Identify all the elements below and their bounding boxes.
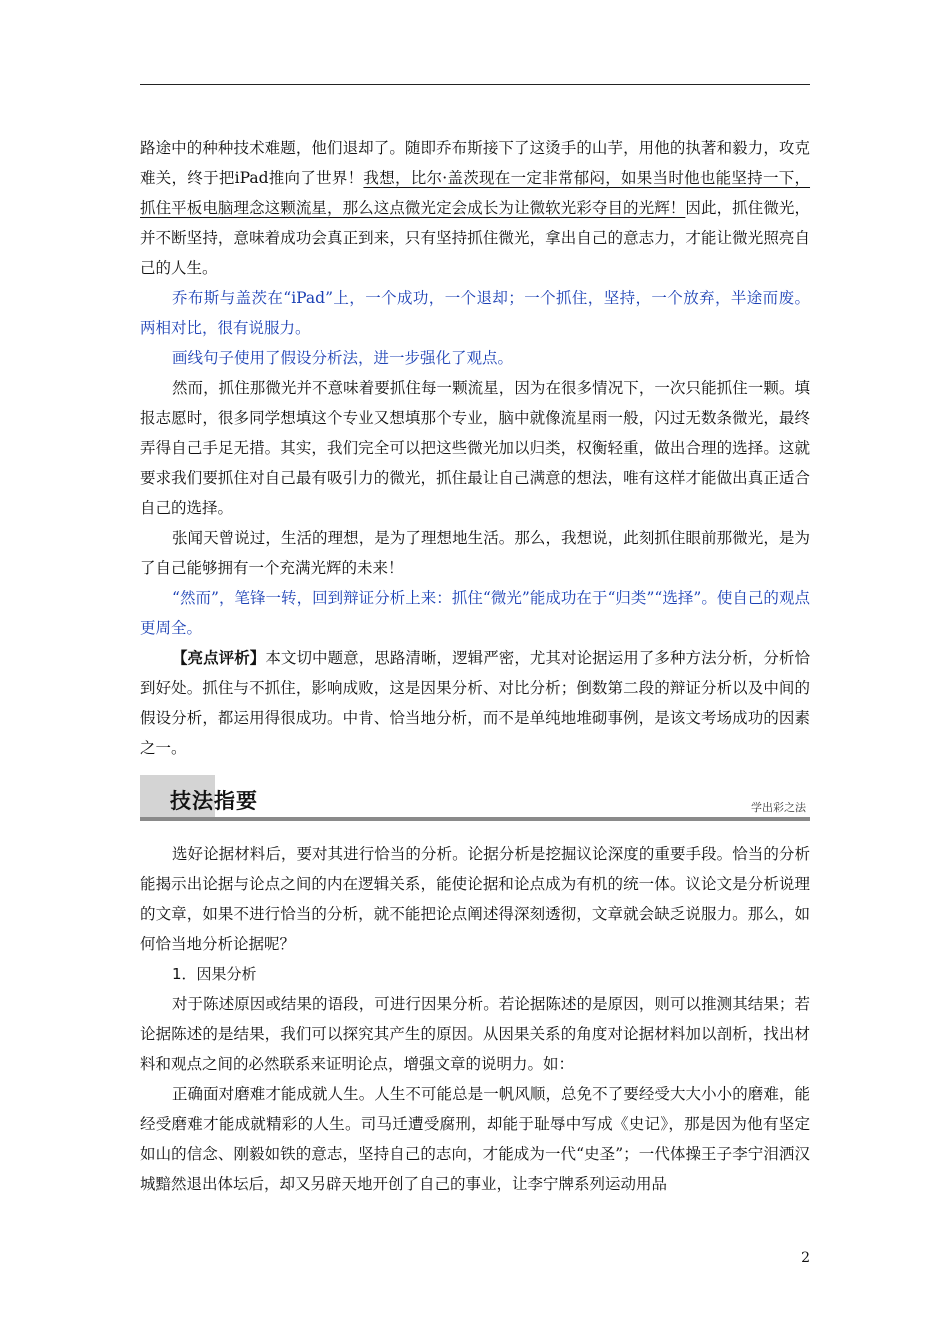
annotation-contrast: 乔布斯与盖茨在“iPad”上，一个成功，一个退却；一个抓住，坚持，一个放弃，半途而废。两相对比，很有说服力。 xyxy=(140,289,810,337)
paragraph-however: 然而，抓住那微光并不意味着要抓住每一颗流星，因为在很多情况下，一次只能抓住一颗。填报志愿时，很多同学想填这个专业又想填那个专业，脑中就像流星雨一般，闪过无数条微光，最终弄得自己手足无措。其实，我们完全可以把这些微光加以归类，权衡轻重，做出合理的选择。这就要求我们要抓住对自己最有吸引力的微光，抓住最让自己满意的想法，唯有这样才能做出真正适合自己的选择。 xyxy=(140,379,810,517)
paragraph-gates xyxy=(140,133,810,283)
section-header xyxy=(140,775,810,821)
underlined-sentence: 我想，比尔·盖茨现在一定非常郁闷，如果当时他也能坚持一下，抓住平板电脑理念这颗流星，那么这点微光定会成长为让微软光彩夺目的光辉！ xyxy=(140,169,811,217)
section-title: 技法指要 xyxy=(170,789,258,813)
paragraph-text: 路途中的种种技术难题，他们退却了。随即乔布斯接下了这烫手的山芋，用他的执著和毅力，攻克难关，终于把iPad推向了世界！ xyxy=(140,139,810,187)
header-rule xyxy=(140,84,810,85)
paragraph-conclusion: 张闻天曾说过，生活的理想，是为了理想地生活。那么，我想说，此刻抓住眼前那微光，是为了自己能够拥有一个充满光辉的未来！ xyxy=(140,529,810,577)
comment-label: 【亮点评析】 xyxy=(172,648,266,667)
paragraph-intro: 选好论据材料后，要对其进行恰当的分析。论据分析是挖掘议论深度的重要手段。恰当的分析能揭示出论据与论点之间的内在逻辑关系，能使论据和论点成为有机的统一体。议论文是分析说理的文章，如果不进行恰当的分析，就不能把论点阐述得深刻透彻，文章就会缺乏说服力。那么，如何恰当地分析论据呢？ xyxy=(140,845,810,953)
list-item-heading: 1．因果分析 xyxy=(172,965,257,983)
page-number: 2 xyxy=(801,1250,810,1266)
section-bar xyxy=(140,817,810,821)
paragraph-cause-effect: 对于陈述原因或结果的语段，可进行因果分析。若论据陈述的是原因，则可以推测其结果；若论据陈述的是结果，我们可以探究其产生的原因。从因果关系的角度对论据材料加以剖析，找出材料和观点之间的必然联系来证明论点，增强文章的说明力。如： xyxy=(140,995,810,1073)
comment-text: 本文切中题意，思路清晰，逻辑严密，尤其对论据运用了多种方法分析，分析恰到好处。抓住与不抓住，影响成败，这是因果分析、对比分析；倒数第二段的辩证分析以及中间的假设分析，都运用得很成功。中肯、恰当地分析，而不是单纯地堆砌事例，是该文考场成功的因素之一。 xyxy=(140,649,810,757)
page-content xyxy=(140,133,810,1199)
annotation-hypothesis: 画线句子使用了假设分析法，进一步强化了观点。 xyxy=(172,349,514,367)
section-subtitle: 学出彩之法 xyxy=(751,801,806,814)
annotation-dialectic: “然而”，笔锋一转，回到辩证分析上来：抓住“微光”能成功在于“归类”“选择”。使自己的观点更周全。 xyxy=(140,589,810,637)
paragraph-example: 正确面对磨难才能成就人生。人生不可能总是一帆风顺，总免不了要经受大大小小的磨难，能经受磨难才能成就精彩的人生。司马迁遭受腐刑，却能于耻辱中写成《史记》，那是因为他有坚定如山的信念、刚毅如铁的意志，坚持自己的志向，才能成为一代“史圣”；一代体操王子李宁泪洒汉城黯然退出体坛后，却又另辟天地开创了自己的事业，让李宁牌系列运动用品 xyxy=(140,1085,810,1193)
paragraph-text: 因此，抓住微光，并不断坚持，意味着成功会真正到来，只有坚持抓住微光，拿出自己的意志力，才能让微光照亮自己的人生。 xyxy=(140,199,810,277)
highlight-comment xyxy=(140,643,810,763)
